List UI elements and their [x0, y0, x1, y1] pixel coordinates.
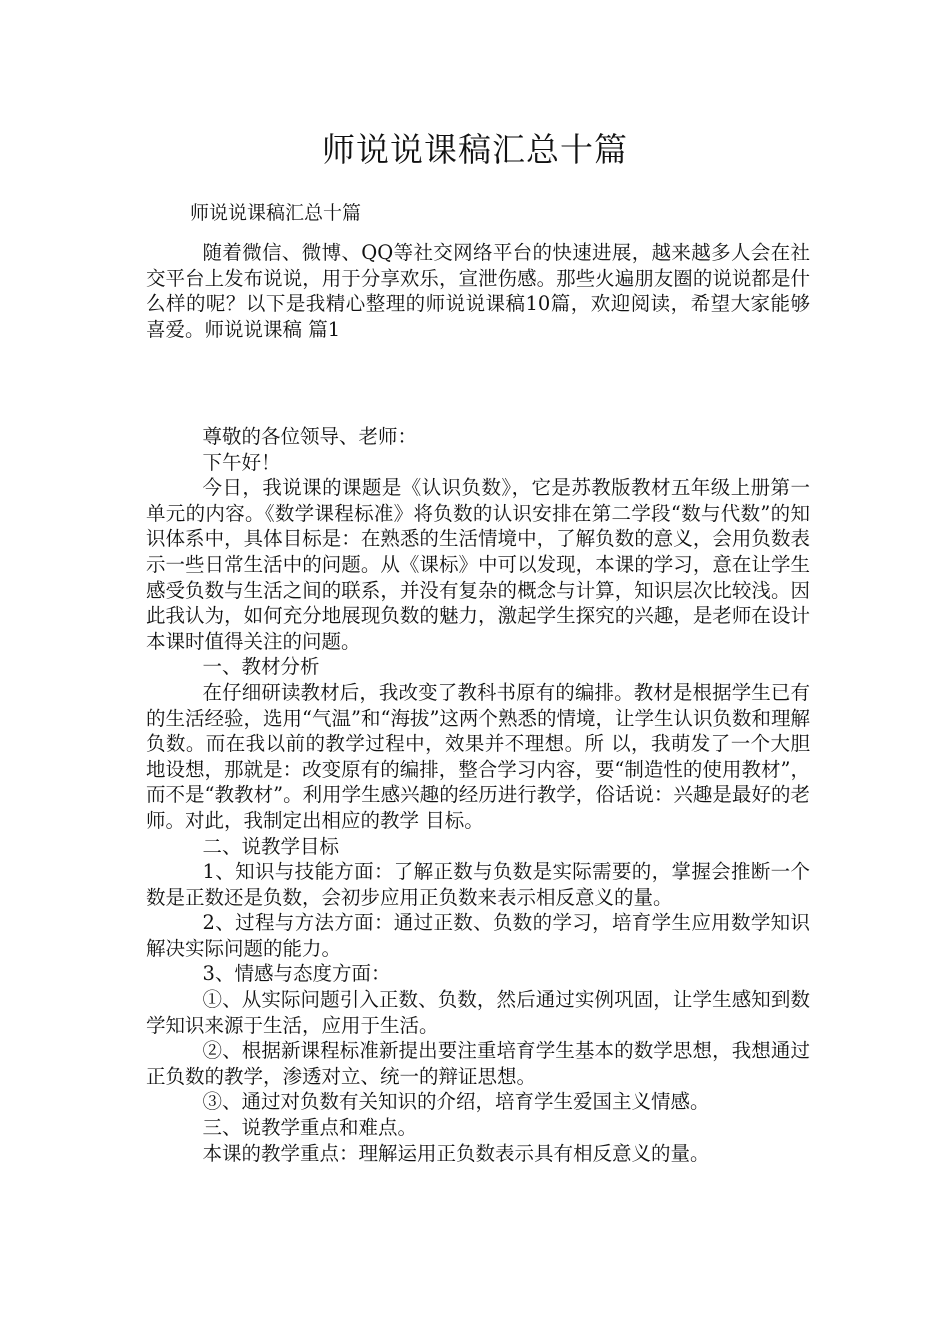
section-heading: 一、教材分析	[202, 655, 320, 679]
body-paragraph: 本课的教学重点：理解运用正负数表示具有相反意义的量。	[202, 1141, 710, 1165]
body-paragraph: ①、从实际问题引入正数、负数，然后通过实例巩固，让学生感知到数学知识来源于生活，应用于生活。	[146, 988, 810, 1037]
body-section	[146, 424, 810, 1166]
body-paragraph: 2、过程与方法方面：通过正数、负数的学习，培育学生应用数学知识解决实际问题的能力。	[146, 911, 810, 960]
section-heading: 三、说教学重点和难点。	[202, 1116, 418, 1140]
body-paragraph: 3、情感与态度方面：	[202, 962, 391, 986]
document-subtitle: 师说说课稿汇总十篇	[190, 202, 362, 224]
greeting-paragraph: 尊敬的各位领导、老师：	[202, 425, 418, 448]
body-paragraph: ③、通过对负数有关知识的介绍，培育学生爱国主义情感。	[202, 1090, 710, 1114]
greeting-paragraph: 下午好！	[202, 450, 281, 474]
document-title: 师说说课稿汇总十篇	[322, 130, 628, 169]
intro-paragraph: 随着微信、微博、QQ等社交网络平台的快速进展，越来越多人会在社交平台上发布说说，用于分享欢乐，宣泄伤感。那些火遍朋友圈的说说都是什么样的呢？以下是我精心整理的师说说课稿10篇，欢迎阅读，希望大家能够喜爱。师说说课稿 篇1	[146, 241, 810, 341]
body-paragraph: 在仔细研读教材后，我改变了教科书原有的编排。教材是根据学生已有的生活经验，选用“气温”和“海拔”这两个熟悉的情境，让学生认识负数和理解负数。而在我以前的教学过程中，效果并不理想。所 以，我萌发了一个大胆地设想，那就是：改变原有的编排，整合学习内容，要“制造性的使用教材”，而不是“教教材”。利用学生感兴趣的经历进行教学，俗话说：兴趣是最好的老师。对此，我制定出相应的教学 目标。	[146, 680, 810, 832]
body-paragraph: 今日，我说课的课题是《认识负数》，它是苏教版教材五年级上册第一单元的内容。《数学课程标准》将负数的认识安排在第二学段“数与代数”的知识体系中，具体目标是：在熟悉的生活情境中，了解负数的意义，会用负数表示一些日常生活中的问题。从《课标》中可以发现，本课的学习，意在让学生感受负数与生活之间的联系，并没有复杂的概念与计算，知识层次比较浅。因此我认为，如何充分地展现负数的魅力，激起学生探究的兴趣，是老师在设计本课时值得关注的问题。	[146, 476, 810, 653]
section-heading: 二、说教学目标	[202, 834, 340, 858]
intro-section	[146, 240, 810, 342]
body-paragraph: 1、知识与技能方面：了解正数与负数是实际需要的，掌握会推断一个数是正数还是负数，会初步应用正负数来表示相反意义的量。	[146, 860, 810, 909]
body-paragraph: ②、根据新课程标准新提出要注重培育学生基本的数学思想，我想通过正负数的教学，渗透对立、统一的辩证思想。	[146, 1039, 810, 1088]
